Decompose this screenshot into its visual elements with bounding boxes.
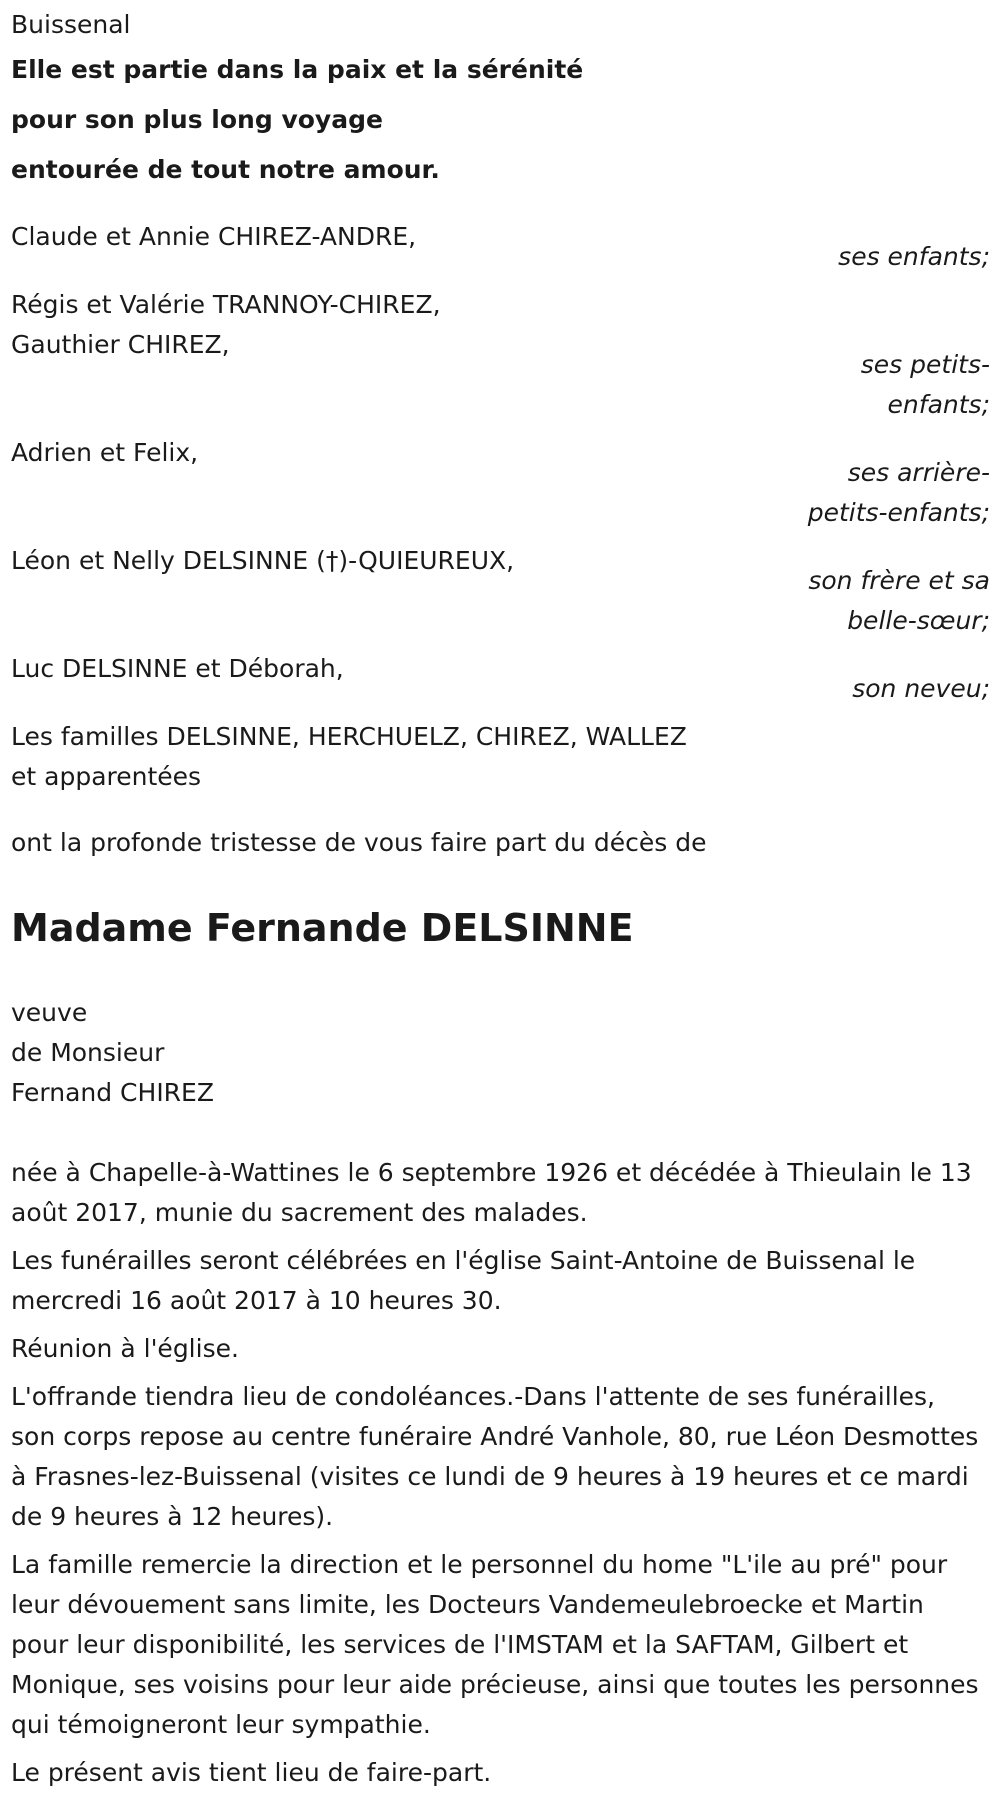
family-role: son neveu; xyxy=(852,674,990,703)
family-entry xyxy=(11,717,990,797)
family-role: ses enfants; xyxy=(838,242,990,271)
family-names: Léon et Nelly DELSINNE (†)-QUIEUREUX, xyxy=(11,546,515,575)
thanks-paragraph: La famille remercie la direction et le personnel du home "L'ile au pré" pour leur dévouement sans limite, les Docteurs Vandemeulebroecke et Martin pour leur disponibilité, les services de l'IMSTAM et la SAFTAM, Gilbert et Monique, ses voisins pour leur aide précieuse, ainsi que toutes les personnes qui témoigneront leur sympathie. xyxy=(11,1550,979,1739)
visitation-paragraph: L'offrande tiendra lieu de condoléances.-Dans l'attente de ses funérailles, son corps repose au centre funéraire André Vanhole, 80, rue Léon Desmottes à Frasnes-lez-Buissenal (visites ce lundi de 9 heures à 19 heures et ce mardi de 9 heures à 12 heures). xyxy=(11,1382,979,1531)
intro-line: entourée de tout notre amour. xyxy=(11,155,440,184)
deceased-name: Madame Fernande DELSINNE xyxy=(11,906,634,950)
family-role: ses arrière-petits-enfants; xyxy=(807,458,990,527)
intro-verse xyxy=(11,45,990,195)
family-names: Luc DELSINNE et Déborah, xyxy=(11,654,344,683)
family-entry xyxy=(11,217,990,277)
family-role: son frère et sa belle-sœur; xyxy=(808,566,990,635)
widow-line: veuve xyxy=(11,998,88,1027)
widow-line: de Monsieur xyxy=(11,1038,165,1067)
family-names: Claude et Annie CHIREZ-ANDRE, xyxy=(11,222,417,251)
announcement-line: ont la profonde tristesse de vous faire part du décès de xyxy=(11,828,707,857)
family-entry xyxy=(11,433,990,533)
meeting-paragraph: Réunion à l'église. xyxy=(11,1334,239,1363)
family-list xyxy=(11,217,990,797)
funeral-paragraph: Les funérailles seront célébrées en l'église Saint-Antoine de Buissenal le mercredi 16 août 2017 à 10 heures 30. xyxy=(11,1246,916,1315)
widow-block xyxy=(11,993,990,1113)
birth-death-paragraph: née à Chapelle-à-Wattines le 6 septembre 1926 et décédée à Thieulain le 13 août 2017, munie du sacrement des malades. xyxy=(11,1158,972,1227)
family-entry xyxy=(11,649,990,709)
family-role: ses petits-enfants; xyxy=(860,350,990,419)
intro-line: Elle est partie dans la paix et la sérénité xyxy=(11,55,584,84)
family-entry xyxy=(11,541,990,641)
family-names: Régis et Valérie TRANNOY-CHIREZ, Gauthier CHIREZ, xyxy=(11,290,441,359)
details-section xyxy=(11,1153,990,1793)
intro-line: pour son plus long voyage xyxy=(11,105,383,134)
notice-paragraph: Le présent avis tient lieu de faire-part. xyxy=(11,1758,492,1787)
location-heading: Buissenal xyxy=(11,10,131,39)
family-names: Adrien et Felix, xyxy=(11,438,199,467)
obituary-page xyxy=(0,5,990,1793)
family-entry xyxy=(11,285,990,425)
family-names: Les familles DELSINNE, HERCHUELZ, CHIREZ, WALLEZ et apparentées xyxy=(11,722,687,791)
widow-line: Fernand CHIREZ xyxy=(11,1078,214,1107)
